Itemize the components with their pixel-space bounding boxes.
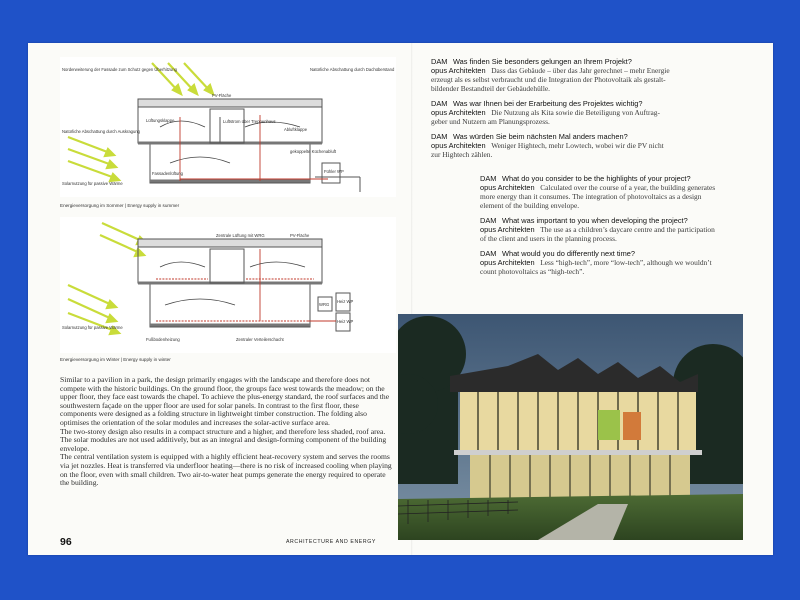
question-speaker: DAM xyxy=(480,249,497,258)
answer-line: of the client and users in the planning process. xyxy=(480,234,617,243)
winter-energy-diagram xyxy=(60,217,396,353)
body-paragraph: Similar to a pavilion in a park, the design primarily engages with the landscape and therefore does not compete with the historic buildings. On the ground floor, the groups face west towards the meadow; on the upper floor, they face east towards the chapel. To achieve the plus-energy standard, the roof surfaces and the southwestern façade on the upper floor are used for solar panels. In contrast to the first floor, these components were designed as a folding structure in lightweight timber construction. The folding also optimises the orientation of the solar modules and increases the solar-active surface area. xyxy=(60,375,390,427)
answer-line: Calculated over the course of a year, the building generates xyxy=(540,183,716,192)
answer-line: geber und Nutzern am Planungsprozess. xyxy=(431,117,550,126)
body-text xyxy=(60,376,396,488)
winter-diagram-caption: Energieversorgung im Winter | Energy supply in winter xyxy=(60,357,171,362)
summer-solar-label: Solarnutzung für passive Wärme xyxy=(62,181,123,186)
answer-line: more energy than it consumes. The integration of photovoltaics as a design xyxy=(480,192,702,201)
summer-cantilever-label: Natürliche Abschattung durch Auskragung xyxy=(62,129,140,134)
summer-roof-label: PV-Fläche xyxy=(212,93,232,98)
summer-shading-label: Natürliche Abschattung durch Dachüberstand xyxy=(310,67,395,72)
summer-kitchen-label: gekoppelte Küchenabluft xyxy=(290,149,337,154)
summer-exhaust-label: Abluftklappe xyxy=(284,127,308,132)
answer-speaker: opus Architekten xyxy=(480,183,535,192)
question-speaker: DAM xyxy=(480,174,497,183)
winter-wp2-label: Heiz WP xyxy=(337,319,354,324)
summer-facade-label: Norderweiterung der Fassade zum Schutz gegen Überhitzung xyxy=(62,67,177,72)
answer-speaker: opus Architekten xyxy=(480,225,535,234)
winter-central-vent-label: Zentrale Lüftung mit WRG xyxy=(216,233,265,238)
answer-line: Die Nutzung als Kita sowie die Beteiligung von Auftrag- xyxy=(491,108,660,117)
building-photograph xyxy=(398,314,743,540)
question-speaker: DAM xyxy=(431,57,448,66)
qa-block xyxy=(480,174,760,210)
winter-shaft-label: Zentraler Verteilerschacht xyxy=(236,337,284,342)
winter-solar-label: Solarnutzung für passive Wärme xyxy=(62,325,123,330)
body-paragraph: The central ventilation system is equipped with a highly efficient heat-recovery system and serves the rooms via jet nozzles. Heat is transferred via underfloor heating—there is no risk of increased cooling when playing on the floor, even with small children. Two air-to-water heat pumps generate the energy required to operate the building. xyxy=(60,452,392,488)
question-speaker: DAM xyxy=(431,99,448,108)
summer-flap-label: Lüftungsklappe xyxy=(146,118,175,123)
summer-energy-diagram xyxy=(60,57,396,197)
page-number: 96 xyxy=(60,536,72,548)
question-text: Was würden Sie beim nächsten Mal anders machen? xyxy=(452,132,628,141)
summer-stair-label: Luftstrom über Treppenhaus xyxy=(223,119,276,124)
qa-block xyxy=(431,132,751,159)
qa-block xyxy=(480,216,760,243)
answer-line: The use as a children’s daycare centre and the participation xyxy=(540,225,715,234)
answer-speaker: opus Architekten xyxy=(480,258,535,267)
answer-speaker: opus Architekten xyxy=(431,141,486,150)
question-text: What do you consider to be the highlights of your project? xyxy=(501,174,691,183)
answer-line: erzeugt als es selbst verbraucht und die Integration der Photovoltaik als gestalt- xyxy=(431,75,666,84)
body-paragraph: The two-storey design also results in a compact structure and a higher, and therefore less shaded, roof area. The solar modules are not used additively, but as an integral and design-forming component of the building envelope. xyxy=(60,426,387,453)
winter-wrg-label: WRG xyxy=(319,302,330,307)
winter-wp1-label: Heiz WP xyxy=(337,299,354,304)
winter-roof-label: PV-Fläche xyxy=(290,233,310,238)
question-text: What would you do differently next time? xyxy=(501,249,635,258)
answer-line: bildender Bestandteil der Gebäudehülle. xyxy=(431,84,551,93)
answer-speaker: opus Architekten xyxy=(431,66,486,75)
answer-line: element of the building envelope. xyxy=(480,201,580,210)
qa-block xyxy=(431,99,751,126)
book-spread xyxy=(28,43,773,555)
answer-line: Less “high-tech”, more “low-tech”, although we wouldn’t xyxy=(540,258,712,267)
summer-tank-label: Fühler WP xyxy=(324,169,344,174)
question-text: Was finden Sie besonders gelungen an Ihrem Projekt? xyxy=(452,57,632,66)
answer-line: Dass das Gebäude – über das Jahr gerechnet – mehr Energie xyxy=(491,66,670,75)
question-speaker: DAM xyxy=(480,216,497,225)
answer-speaker: opus Architekten xyxy=(431,108,486,117)
question-text: Was war Ihnen bei der Erarbeitung des Projektes wichtig? xyxy=(452,99,643,108)
question-speaker: DAM xyxy=(431,132,448,141)
winter-floor-label: Fußbodenheizung xyxy=(146,337,180,342)
answer-line: Weniger Hightech, mehr Lowtech, wobei wir die PV nicht xyxy=(491,141,664,150)
german-interview xyxy=(431,57,751,159)
answer-line: count photovoltaics as “high-tech”. xyxy=(480,267,585,276)
question-text: What was important to you when developing the project? xyxy=(501,216,688,225)
english-interview xyxy=(480,174,760,276)
qa-block xyxy=(431,57,751,93)
answer-line: zur Hightech zählen. xyxy=(431,150,493,159)
summer-diagram-caption: Energieversorgung im Sommer | Energy supply in summer xyxy=(60,203,180,208)
qa-block xyxy=(480,249,760,276)
summer-facade-vent-label: Fassadenlüftung xyxy=(152,171,183,176)
running-head: ARCHITECTURE AND ENERGY xyxy=(286,539,376,545)
